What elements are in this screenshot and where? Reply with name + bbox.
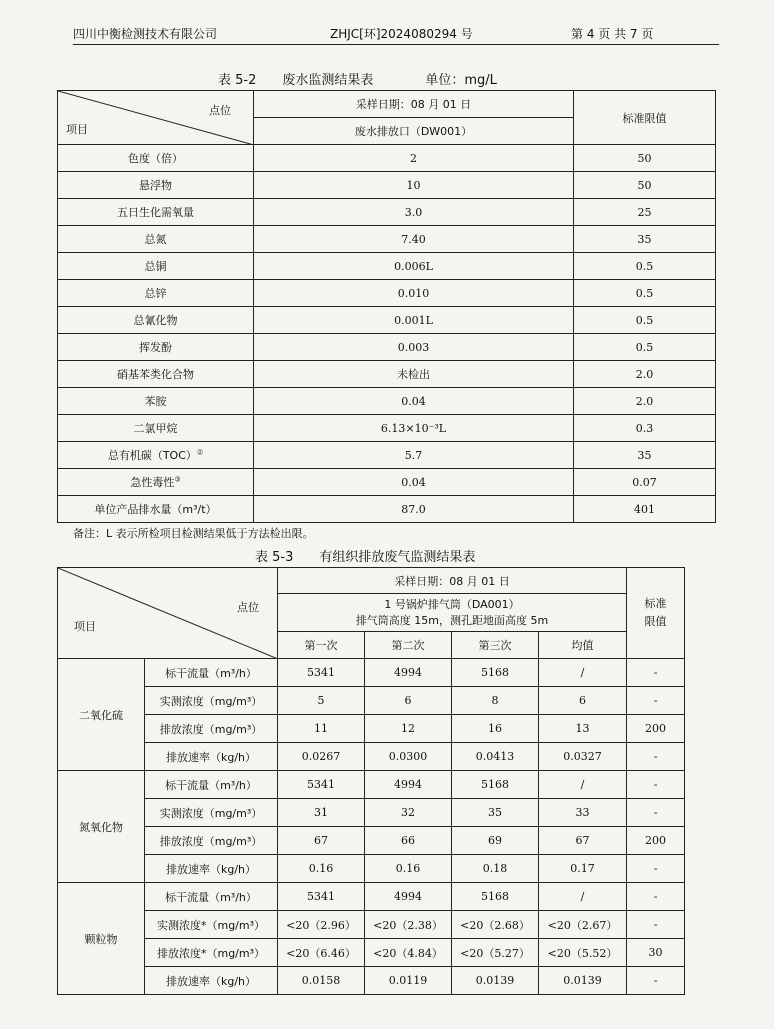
limit-value: 30: [627, 939, 685, 967]
limit-value: 2.0: [574, 361, 716, 388]
table2-item-label: 项目: [74, 620, 96, 633]
limit-value: 0.5: [574, 280, 716, 307]
table-row: [58, 199, 716, 226]
measured-value: 0.0267: [278, 743, 365, 771]
table2-caption: 表 5-3 有组织排放废气监测结果表: [255, 550, 476, 565]
limit-value: 35: [574, 226, 716, 253]
result-value: 未检出: [254, 361, 574, 388]
table1-corner-header: [58, 91, 254, 145]
result-value: 0.006L: [254, 253, 574, 280]
measured-value: 11: [278, 715, 365, 743]
limit-value: -: [627, 855, 685, 883]
table-row: [58, 172, 716, 199]
table-row: [58, 145, 716, 172]
measured-value: 0.16: [278, 855, 365, 883]
measured-value: 66: [365, 827, 452, 855]
item-name: 急性毒性: [130, 476, 175, 489]
pollutant-name: 颗粒物: [58, 883, 145, 995]
measured-value: 5341: [278, 883, 365, 911]
limit-header-line2: 限值: [644, 615, 667, 628]
measured-value: 33: [539, 799, 627, 827]
item-cell: [58, 415, 254, 442]
limit-value: -: [627, 659, 685, 687]
parameter-name: 排放速率（kg/h）: [145, 855, 278, 883]
table-row: [58, 361, 716, 388]
table-row: [58, 799, 685, 827]
result-value: 7.40: [254, 226, 574, 253]
table1-location: 废水排放口（DW001）: [254, 118, 574, 145]
measured-value: 5341: [278, 659, 365, 687]
table-row: [58, 911, 685, 939]
result-value: 0.001L: [254, 307, 574, 334]
limit-value: 35: [574, 442, 716, 469]
item-cell: [58, 226, 254, 253]
table-row: [58, 967, 685, 995]
limit-value: -: [627, 743, 685, 771]
table-row: [58, 469, 716, 496]
parameter-name: 排放浓度（mg/m³）: [145, 715, 278, 743]
item-name: 总锌: [144, 287, 167, 300]
measured-value: <20（2.38）: [365, 911, 452, 939]
measured-value: 5: [278, 687, 365, 715]
result-value: 0.04: [254, 469, 574, 496]
result-value: 0.003: [254, 334, 574, 361]
item-cell: [58, 280, 254, 307]
item-name: 色度（倍）: [128, 152, 183, 165]
item-name: 挥发酚: [139, 341, 172, 354]
item-cell: [58, 253, 254, 280]
measured-value: 67: [539, 827, 627, 855]
measured-value: <20（2.96）: [278, 911, 365, 939]
item-name: 总铜: [144, 260, 167, 273]
parameter-name: 标干流量（m³/h）: [145, 771, 278, 799]
parameter-name: 排放浓度（mg/m³）: [145, 827, 278, 855]
measured-value: 5168: [452, 659, 539, 687]
limit-value: 0.5: [574, 253, 716, 280]
measured-value: 0.0119: [365, 967, 452, 995]
location-line2: 排气筒高度 15m，测孔距地面高度 5m: [355, 613, 549, 627]
result-value: 2: [254, 145, 574, 172]
parameter-name: 实测浓度*（mg/m³）: [145, 911, 278, 939]
measured-value: <20（4.84）: [365, 939, 452, 967]
col-header-third: 第三次: [452, 632, 539, 659]
header-page-info: 第 4 页 共 7 页: [571, 27, 654, 41]
item-cell: [58, 199, 254, 226]
limit-header-line1: 标准: [644, 597, 667, 610]
parameter-name: 实测浓度（mg/m³）: [145, 687, 278, 715]
header-company: 四川中衡检测技术有限公司: [73, 27, 218, 41]
item-cell: [58, 145, 254, 172]
measured-value: 0.0413: [452, 743, 539, 771]
table-row: [58, 415, 716, 442]
item-name: 总氮: [144, 233, 167, 246]
table2-point-label: 点位: [237, 601, 259, 614]
footnote-mark: ③: [174, 475, 181, 484]
table-row: [58, 939, 685, 967]
measured-value: 0.0300: [365, 743, 452, 771]
limit-value: 200: [627, 827, 685, 855]
location-line1: 1 号锅炉排气筒（DA001）: [384, 597, 520, 611]
item-cell: [58, 469, 254, 496]
parameter-name: 排放速率（kg/h）: [145, 743, 278, 771]
measured-value: <20（5.27）: [452, 939, 539, 967]
measured-value: /: [539, 659, 627, 687]
limit-value: 2.0: [574, 388, 716, 415]
measured-value: 0.17: [539, 855, 627, 883]
item-name: 单位产品排水量（m³/t）: [94, 503, 217, 516]
measured-value: 0.0158: [278, 967, 365, 995]
limit-value: -: [627, 771, 685, 799]
limit-value: 0.5: [574, 307, 716, 334]
parameter-name: 排放浓度*（mg/m³）: [145, 939, 278, 967]
exhaust-gas-results-table: [57, 567, 685, 995]
table1-note: 备注：L 表示所检项目检测结果低于方法检出限。: [73, 527, 314, 540]
measured-value: 67: [278, 827, 365, 855]
result-value: 3.0: [254, 199, 574, 226]
measured-value: 0.0139: [539, 967, 627, 995]
header-report-number: ZHJC[环]2024080294 号: [330, 27, 473, 41]
header-rule: [73, 44, 719, 45]
table-row: [58, 280, 716, 307]
col-header-average: 均值: [539, 632, 627, 659]
result-value: 0.010: [254, 280, 574, 307]
measured-value: 5168: [452, 771, 539, 799]
measured-value: <20（5.52）: [539, 939, 627, 967]
table-row: [58, 496, 716, 523]
result-value: 0.04: [254, 388, 574, 415]
limit-value: 200: [627, 715, 685, 743]
result-value: 6.13×10⁻³L: [254, 415, 574, 442]
item-cell: [58, 388, 254, 415]
pollutant-name: 氮氧化物: [58, 771, 145, 883]
table-row: [58, 388, 716, 415]
table2-sample-date: 采样日期：08 月 01 日: [278, 568, 627, 594]
result-value: 5.7: [254, 442, 574, 469]
limit-value: 50: [574, 172, 716, 199]
measured-value: <20（2.68）: [452, 911, 539, 939]
table-row: [58, 883, 685, 911]
limit-value: -: [627, 687, 685, 715]
table2-location: [278, 594, 627, 632]
limit-value: -: [627, 799, 685, 827]
measured-value: 31: [278, 799, 365, 827]
limit-value: 401: [574, 496, 716, 523]
limit-value: 25: [574, 199, 716, 226]
table-row: [58, 226, 716, 253]
limit-value: 0.07: [574, 469, 716, 496]
col-header-second: 第二次: [365, 632, 452, 659]
measured-value: 0.0327: [539, 743, 627, 771]
measured-value: 0.0139: [452, 967, 539, 995]
item-name: 硝基苯类化合物: [117, 368, 194, 381]
footnote-mark: ②: [196, 448, 204, 457]
item-name: 二氯甲烷: [133, 422, 178, 435]
measured-value: 32: [365, 799, 452, 827]
limit-value: -: [627, 967, 685, 995]
item-name: 悬浮物: [139, 179, 172, 192]
item-name: 总氰化物: [133, 314, 178, 327]
limit-value: 50: [574, 145, 716, 172]
parameter-name: 排放速率（kg/h）: [145, 967, 278, 995]
result-value: 87.0: [254, 496, 574, 523]
table1-item-label: 项目: [66, 123, 88, 136]
col-header-first: 第一次: [278, 632, 365, 659]
table-row: [58, 855, 685, 883]
item-cell: [58, 496, 254, 523]
table2-limit-header: [627, 568, 685, 659]
table1-limit-header: 标准限值: [574, 91, 716, 145]
table-row: [58, 442, 716, 469]
table-row: [58, 307, 716, 334]
table2-corner-header: [58, 568, 278, 659]
table-row: [58, 715, 685, 743]
item-cell: [58, 361, 254, 388]
parameter-name: 标干流量（m³/h）: [145, 883, 278, 911]
measured-value: /: [539, 771, 627, 799]
table-row: [58, 743, 685, 771]
table-row: [58, 334, 716, 361]
wastewater-results-table: [57, 90, 716, 523]
measured-value: 4994: [365, 771, 452, 799]
item-cell: [58, 442, 254, 469]
table-row: [58, 687, 685, 715]
limit-value: 0.5: [574, 334, 716, 361]
item-cell: [58, 307, 254, 334]
item-name: 五日生化需氧量: [117, 206, 194, 219]
measured-value: <20（2.67）: [539, 911, 627, 939]
measured-value: 5341: [278, 771, 365, 799]
table-row: [58, 253, 716, 280]
measured-value: 5168: [452, 883, 539, 911]
table-row: [58, 659, 685, 687]
parameter-name: 实测浓度（mg/m³）: [145, 799, 278, 827]
measured-value: 16: [452, 715, 539, 743]
item-name: 苯胺: [144, 395, 167, 408]
measured-value: 4994: [365, 883, 452, 911]
measured-value: 13: [539, 715, 627, 743]
limit-value: 0.3: [574, 415, 716, 442]
measured-value: 6: [539, 687, 627, 715]
item-name: 总有机碳（TOC）: [107, 449, 197, 462]
limit-value: -: [627, 883, 685, 911]
pollutant-name: 二氧化硫: [58, 659, 145, 771]
measured-value: /: [539, 883, 627, 911]
measured-value: <20（6.46）: [278, 939, 365, 967]
item-cell: [58, 334, 254, 361]
result-value: 10: [254, 172, 574, 199]
measured-value: 0.18: [452, 855, 539, 883]
measured-value: 12: [365, 715, 452, 743]
measured-value: 8: [452, 687, 539, 715]
measured-value: 4994: [365, 659, 452, 687]
parameter-name: 标干流量（m³/h）: [145, 659, 278, 687]
table1-sample-date: 采样日期：08 月 01 日: [254, 91, 574, 118]
limit-value: -: [627, 911, 685, 939]
table1-point-label: 点位: [209, 104, 231, 117]
table-row: [58, 827, 685, 855]
measured-value: 35: [452, 799, 539, 827]
item-cell: [58, 172, 254, 199]
measured-value: 0.16: [365, 855, 452, 883]
measured-value: 69: [452, 827, 539, 855]
measured-value: 6: [365, 687, 452, 715]
table1-caption: 表 5-2 废水监测结果表 单位：mg/L: [218, 73, 497, 88]
table-row: [58, 771, 685, 799]
